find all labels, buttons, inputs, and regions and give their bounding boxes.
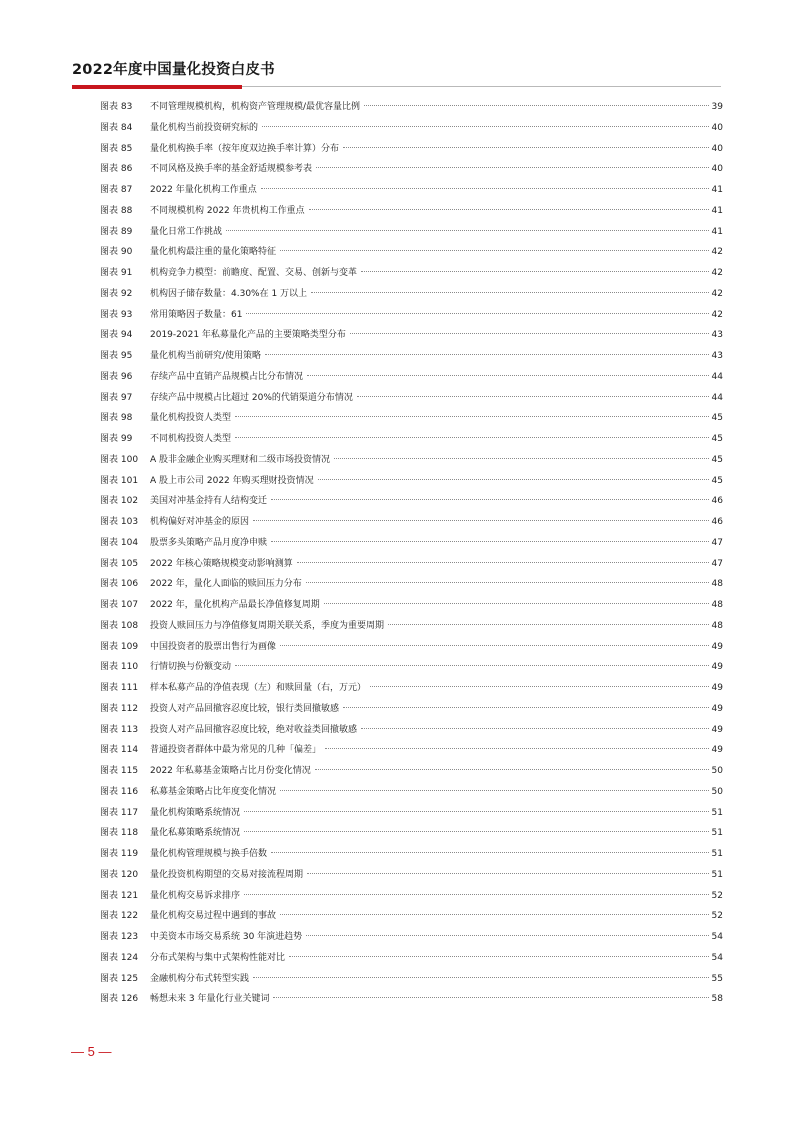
toc-entry-label: 图表 121 [100, 890, 139, 901]
toc-entry[interactable] [100, 305, 723, 326]
toc-entry-title: 样本私募产品的净值表现（左）和赎回量（右，万元） [150, 683, 367, 693]
toc-entry-page: 50 [711, 766, 723, 776]
toc-entry-title: 机构因子储存数量：4.30%在 1 万以上 [150, 288, 308, 299]
toc-entry-title: 2022 年，量化人面临的赎回压力分布 [150, 579, 302, 590]
toc-entry-page: 49 [711, 641, 723, 652]
toc-entry[interactable] [100, 595, 723, 616]
toc-entry-page: 42 [711, 247, 723, 258]
toc-entry-title: 2019-2021 年私募量化产品的主要策略类型分布 [150, 330, 346, 341]
toc-entry-label: 图表 89 [100, 226, 133, 237]
toc-entry-page: 45 [711, 413, 723, 424]
toc-dot-leader [311, 292, 709, 293]
document-title: 2022年度中国量化投资白皮书 [72, 62, 275, 78]
toc-entry-page: 58 [711, 994, 723, 1005]
toc-entry-title: 量化机构策略系统情况 [150, 807, 241, 818]
toc-entry-page: 51 [711, 869, 723, 880]
toc-entry-label: 图表 96 [100, 371, 133, 382]
toc-entry-label: 图表 111 [100, 683, 139, 693]
toc-entry-title: 量化机构投资人类型 [150, 413, 232, 424]
page-number: — 5 — [71, 1044, 112, 1059]
toc-entry-label: 图表 118 [100, 828, 139, 839]
toc-entry[interactable] [100, 159, 723, 180]
toc-entry-title: 不同机构投资人类型 [150, 434, 232, 444]
toc-dot-leader [306, 935, 709, 936]
toc-dot-leader [388, 624, 709, 625]
toc-entry-page: 48 [711, 620, 723, 631]
toc-entry-page: 49 [711, 683, 723, 693]
toc-entry-title: A 股上市公司 2022 年购买理财投资情况 [150, 475, 314, 486]
toc-dot-leader [253, 520, 709, 521]
toc-dot-leader [253, 977, 709, 978]
toc-entry-label: 图表 88 [100, 205, 133, 216]
toc-dot-leader [271, 541, 709, 542]
toc-entry[interactable] [100, 823, 723, 844]
toc-entry-label: 图表 98 [100, 413, 133, 424]
toc-dot-leader [309, 209, 709, 210]
toc-entry-page: 45 [711, 434, 723, 444]
toc-entry-label: 图表 108 [100, 620, 139, 631]
toc-entry-page: 47 [711, 558, 723, 569]
toc-dot-leader [370, 686, 709, 687]
toc-entry-page: 41 [711, 185, 723, 195]
toc-entry[interactable] [100, 844, 723, 865]
toc-entry-page: 48 [711, 600, 723, 610]
toc-dot-leader [246, 313, 709, 314]
toc-entry-title: 机构竞争力模型：前瞻度、配置、交易、创新与变革 [150, 268, 358, 278]
toc-dot-leader [343, 707, 709, 708]
toc-entry[interactable] [100, 139, 723, 160]
toc-dot-leader [261, 188, 709, 189]
toc-entry-label: 图表 100 [100, 454, 139, 465]
toc-entry-title: 不同规模机构 2022 年贵机构工作重点 [150, 205, 305, 216]
toc-entry-page: 41 [711, 226, 723, 237]
toc-entry-title: 普通投资者群体中最为常见的几种「偏差」 [150, 745, 322, 756]
toc-entry-title: 2022 年量化机构工作重点 [150, 185, 257, 195]
toc-entry-label: 图表 95 [100, 351, 133, 361]
toc-entry-title: 量化机构交易诉求排序 [150, 890, 241, 901]
toc-entry-page: 44 [711, 371, 723, 382]
toc-entry-label: 图表 86 [100, 164, 133, 175]
toc-entry-title: 量化投资机构期望的交易对接流程周期 [150, 869, 304, 880]
toc-dot-leader [262, 126, 709, 127]
toc-entry-title: 量化日常工作挑战 [150, 226, 223, 237]
toc-entry[interactable] [100, 803, 723, 824]
toc-entry-label: 图表 109 [100, 641, 139, 652]
toc-entry-label: 图表 125 [100, 973, 139, 984]
toc-entry-label: 图表 110 [100, 662, 139, 673]
toc-entry-title: 2022 年，量化机构产品最长净值修复周期 [150, 600, 320, 610]
toc-dot-leader [244, 811, 709, 812]
toc-entry[interactable] [100, 388, 723, 409]
toc-entry[interactable] [100, 906, 723, 927]
toc-entry[interactable] [100, 408, 723, 429]
toc-dot-leader [350, 333, 709, 334]
toc-entry-title: 机构偏好对冲基金的原因 [150, 517, 250, 527]
toc-entry-title: 股票多头策略产品月度净申赎 [150, 537, 268, 548]
toc-entry-page: 41 [711, 205, 723, 216]
toc-entry-page: 42 [711, 268, 723, 278]
toc-entry-label: 图表 113 [100, 724, 139, 735]
toc-entry-label: 图表 91 [100, 268, 133, 278]
toc-entry-page: 45 [711, 475, 723, 486]
toc-dot-leader [361, 728, 709, 729]
toc-entry-page: 46 [711, 496, 723, 507]
toc-entry-label: 图表 120 [100, 869, 139, 880]
toc-entry-title: 常用策略因子数量：61 [150, 309, 243, 320]
toc-entry-page: 47 [711, 537, 723, 548]
toc-entry-page: 50 [711, 786, 723, 797]
toc-dot-leader [235, 665, 709, 666]
toc-entry-page: 46 [711, 517, 723, 527]
toc-entry[interactable] [100, 242, 723, 263]
toc-entry-title: 存续产品中直销产品规模占比分布情况 [150, 371, 304, 382]
toc-entry-page: 48 [711, 579, 723, 590]
toc-dot-leader [324, 603, 709, 604]
toc-dot-leader [235, 416, 709, 417]
toc-entry-title: 投资人对产品回撤容忍度比较，银行类回撤敏感 [150, 703, 340, 714]
toc-entry-label: 图表 112 [100, 703, 139, 714]
toc-entry-label: 图表 122 [100, 911, 139, 922]
toc-entry[interactable] [100, 574, 723, 595]
toc-dot-leader [307, 375, 709, 376]
toc-entry-label: 图表 94 [100, 330, 133, 341]
toc-entry-label: 图表 117 [100, 807, 139, 818]
toc-entry-title: 量化机构交易过程中遇到的事故 [150, 911, 277, 922]
toc-entry-page: 49 [711, 745, 723, 756]
toc-entry-label: 图表 103 [100, 517, 139, 527]
toc-entry[interactable] [100, 699, 723, 720]
toc-entry[interactable] [100, 761, 723, 782]
toc-entry[interactable] [100, 471, 723, 492]
toc-entry-title: 不同管理规模机构，机构资产管理规模/最优容量比例 [150, 102, 361, 112]
toc-dot-leader [334, 458, 709, 459]
toc-entry-title: 私募基金策略占比年度变化情况 [150, 786, 277, 797]
toc-dot-leader [280, 914, 709, 915]
toc-dot-leader [361, 271, 709, 272]
toc-dot-leader [364, 105, 709, 106]
toc-entry-title: 中美资本市场交易系统 30 年演进趋势 [150, 932, 303, 942]
toc-entry[interactable] [100, 865, 723, 886]
toc-entry-page: 43 [711, 330, 723, 341]
toc-entry-title: 畅想未来 3 年量化行业关键词 [150, 994, 270, 1005]
toc-entry-title: 行情切换与份额变动 [150, 662, 232, 673]
toc-dot-leader [289, 956, 709, 957]
toc-entry-title: 美国对冲基金持有人结构变迁 [150, 496, 268, 507]
toc-entry-label: 图表 85 [100, 143, 133, 154]
toc-entry-title: 量化私募策略系统情况 [150, 828, 241, 839]
toc-entry-page: 51 [711, 807, 723, 818]
toc-dot-leader [325, 748, 709, 749]
toc-dot-leader [297, 562, 709, 563]
toc-entry[interactable] [100, 989, 723, 1010]
header-rule-accent [72, 85, 242, 89]
toc-entry-label: 图表 84 [100, 122, 133, 133]
toc-entry-label: 图表 119 [100, 849, 139, 859]
toc-dot-leader [265, 354, 709, 355]
toc-entry-title: 量化机构最注重的量化策略特征 [150, 247, 277, 258]
toc-entry[interactable] [100, 969, 723, 990]
toc-entry[interactable] [100, 97, 723, 118]
toc-entry[interactable] [100, 637, 723, 658]
toc-entry-label: 图表 114 [100, 745, 139, 756]
toc-entry-page: 52 [711, 911, 723, 922]
toc-entry-label: 图表 101 [100, 475, 139, 486]
toc-entry-title: 量化机构当前研究/使用策略 [150, 351, 262, 361]
toc-entry[interactable] [100, 927, 723, 948]
toc-entry-label: 图表 124 [100, 952, 139, 963]
toc-dot-leader [244, 894, 709, 895]
toc-entry-label: 图表 116 [100, 786, 139, 797]
toc-entry[interactable] [100, 367, 723, 388]
toc-dot-leader [271, 499, 709, 500]
toc-dot-leader [357, 396, 709, 397]
toc-entry[interactable] [100, 886, 723, 907]
toc-dot-leader [306, 582, 709, 583]
toc-entry-page: 43 [711, 351, 723, 361]
toc-entry-page: 49 [711, 703, 723, 714]
toc-entry-title: 2022 年核心策略规模变动影响测算 [150, 558, 293, 569]
toc-entry-title: A 股非金融企业购买理财和二级市场投资情况 [150, 454, 331, 465]
toc-entry[interactable] [100, 657, 723, 678]
toc-entry[interactable] [100, 201, 723, 222]
toc-entry-page: 54 [711, 952, 723, 963]
toc-entry[interactable] [100, 325, 723, 346]
toc-entry-title: 量化机构当前投资研究标的 [150, 122, 259, 133]
toc-entry[interactable] [100, 720, 723, 741]
toc-entry-label: 图表 105 [100, 558, 139, 569]
toc-entry[interactable] [100, 782, 723, 803]
toc-dot-leader [316, 167, 709, 168]
toc-entry-title: 金融机构分布式转型实践 [150, 973, 250, 984]
toc-entry-page: 42 [711, 309, 723, 320]
toc-entry-page: 42 [711, 288, 723, 299]
toc-dot-leader [315, 769, 709, 770]
toc-dot-leader [307, 873, 709, 874]
toc-entry-page: 40 [711, 164, 723, 175]
toc-entry-title: 分布式架构与集中式架构性能对比 [150, 952, 286, 963]
toc-entry-title: 中国投资者的股票出售行为画像 [150, 641, 277, 652]
toc-dot-leader [280, 645, 709, 646]
toc-entry-page: 44 [711, 392, 723, 403]
toc-entry-title: 量化机构管理规模与换手倍数 [150, 849, 268, 859]
toc-entry[interactable] [100, 948, 723, 969]
toc-entry-page: 51 [711, 828, 723, 839]
toc-entry-title: 2022 年私募基金策略占比月份变化情况 [150, 766, 311, 776]
toc-entry-page: 49 [711, 662, 723, 673]
toc-entry-label: 图表 115 [100, 766, 139, 776]
toc-entry[interactable] [100, 554, 723, 575]
toc-dot-leader [343, 147, 709, 148]
toc-dot-leader [273, 997, 709, 998]
toc-entry[interactable] [100, 740, 723, 761]
toc-entry-page: 51 [711, 849, 723, 859]
toc-dot-leader [318, 479, 709, 480]
toc-entry-page: 52 [711, 890, 723, 901]
toc-entry-label: 图表 107 [100, 600, 139, 610]
toc-dot-leader [271, 852, 709, 853]
toc-entry-page: 55 [711, 973, 723, 984]
toc-entry[interactable] [100, 346, 723, 367]
toc-entry-label: 图表 93 [100, 309, 133, 320]
toc-entry[interactable] [100, 616, 723, 637]
toc-entry-label: 图表 90 [100, 247, 133, 258]
toc-entry[interactable] [100, 284, 723, 305]
toc-entry-page: 40 [711, 122, 723, 133]
toc-dot-leader [235, 437, 709, 438]
toc-entry-page: 39 [711, 102, 723, 112]
table-of-figures [100, 97, 723, 1010]
toc-entry[interactable] [100, 118, 723, 139]
toc-entry[interactable] [100, 222, 723, 243]
toc-entry-page: 45 [711, 454, 723, 465]
toc-entry-page: 40 [711, 143, 723, 154]
toc-dot-leader [244, 831, 709, 832]
toc-entry[interactable] [100, 491, 723, 512]
toc-entry-title: 量化机构换手率（按年度双边换手率计算）分布 [150, 143, 340, 154]
toc-entry-label: 图表 126 [100, 994, 139, 1005]
toc-entry[interactable] [100, 429, 723, 450]
toc-entry-title: 不同风格及换手率的基金舒适规模参考表 [150, 164, 313, 175]
header-rule [72, 85, 721, 89]
toc-entry[interactable] [100, 512, 723, 533]
toc-entry-label: 图表 106 [100, 579, 139, 590]
toc-entry-label: 图表 104 [100, 537, 139, 548]
toc-entry-label: 图表 102 [100, 496, 139, 507]
toc-entry[interactable] [100, 450, 723, 471]
toc-entry-label: 图表 99 [100, 434, 133, 444]
toc-entry-label: 图表 83 [100, 102, 133, 112]
toc-entry[interactable] [100, 180, 723, 201]
toc-entry-page: 49 [711, 724, 723, 735]
toc-entry-label: 图表 87 [100, 185, 133, 195]
toc-entry-label: 图表 97 [100, 392, 133, 403]
toc-entry-label: 图表 92 [100, 288, 133, 299]
toc-entry-title: 存续产品中规模占比超过 20%的代销渠道分布情况 [150, 392, 353, 403]
toc-entry-title: 投资人赎回压力与净值修复周期关联关系，季度为重要周期 [150, 620, 385, 631]
toc-dot-leader [280, 250, 709, 251]
toc-entry[interactable] [100, 263, 723, 284]
toc-entry-label: 图表 123 [100, 932, 139, 942]
toc-entry[interactable] [100, 533, 723, 554]
toc-entry-title: 投资人对产品回撤容忍度比较，绝对收益类回撤敏感 [150, 724, 358, 735]
toc-entry[interactable] [100, 678, 723, 699]
toc-dot-leader [226, 230, 709, 231]
toc-entry-page: 54 [711, 932, 723, 942]
toc-dot-leader [280, 790, 709, 791]
